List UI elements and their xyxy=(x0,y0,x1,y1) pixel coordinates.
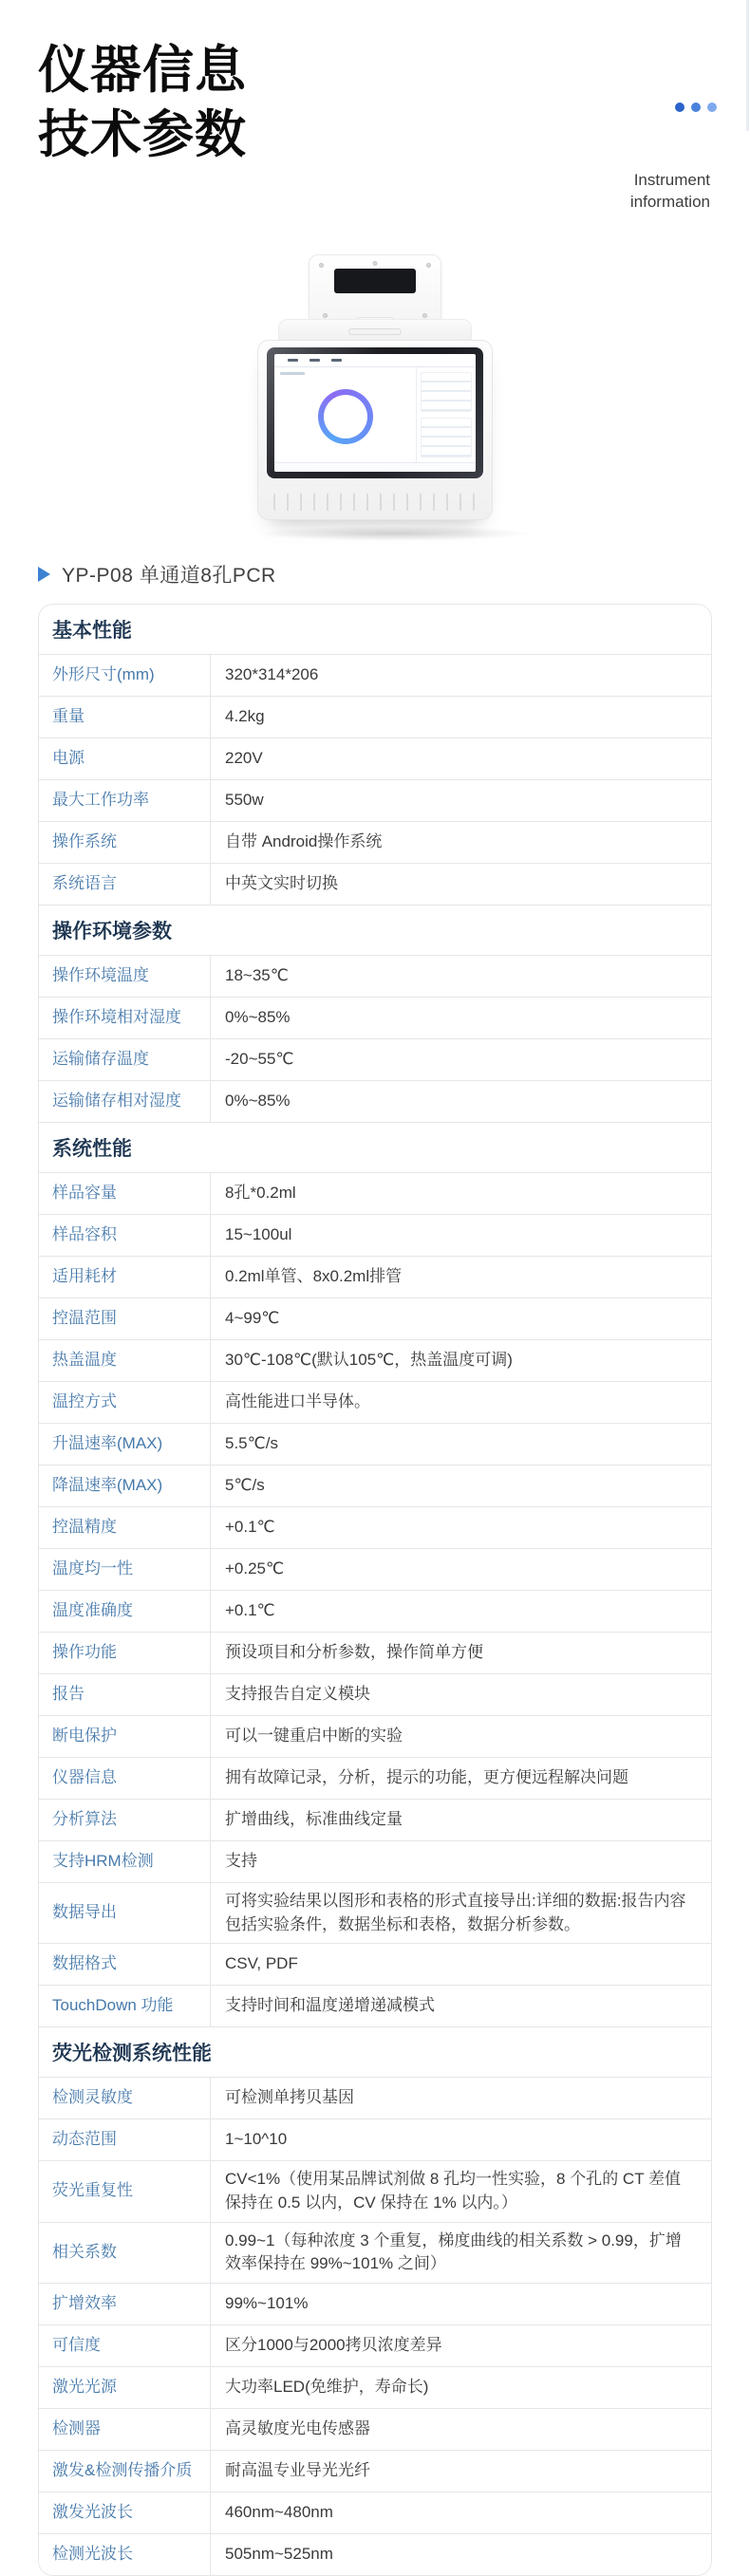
device-screen-progress-ring xyxy=(318,389,373,444)
device-screen-panel xyxy=(421,372,472,412)
page-subtitle-line2: information xyxy=(629,193,710,211)
spec-label: 仪器信息 xyxy=(52,1768,117,1787)
spec-value: CV<1%（使用某品牌试剂做 8 孔均一性实验，8 个孔的 CT 差值保持在 0.5 以内，CV 保持在 1% 以内。） xyxy=(210,2161,711,2221)
spec-row xyxy=(39,696,711,737)
spec-label: 降温速率(MAX) xyxy=(52,1476,163,1495)
page-title xyxy=(38,38,750,167)
spec-label: 数据格式 xyxy=(52,1954,117,1973)
play-triangle-icon xyxy=(38,567,50,582)
spec-label: 报告 xyxy=(52,1685,84,1704)
spec-value: 0.2ml单管、8x0.2ml排管 xyxy=(210,1257,711,1297)
spec-row xyxy=(39,2160,711,2221)
device-lid-window xyxy=(334,269,416,293)
spec-label: 电源 xyxy=(52,749,84,768)
spec-value: 15~100ul xyxy=(210,1215,711,1256)
spec-label: 升温速率(MAX) xyxy=(52,1434,163,1453)
spec-row xyxy=(39,821,711,863)
spec-value: 320*314*206 xyxy=(210,655,711,696)
spec-row xyxy=(39,737,711,779)
spec-label: 支持HRM检测 xyxy=(52,1852,154,1871)
carousel-dot xyxy=(691,103,701,112)
spec-row xyxy=(39,2222,711,2283)
spec-label: 控温范围 xyxy=(52,1309,117,1328)
spec-value: 5.5℃/s xyxy=(210,1424,711,1465)
device-body xyxy=(257,340,493,520)
spec-value: 自带 Android操作系统 xyxy=(210,822,711,863)
spec-row xyxy=(39,1297,711,1339)
spec-label: 运输储存温度 xyxy=(52,1050,149,1069)
spec-value: +0.1℃ xyxy=(210,1507,711,1548)
spec-row xyxy=(39,1381,711,1423)
section-header: 荧光检测系统性能 xyxy=(39,2026,711,2077)
product-title-row xyxy=(38,560,750,588)
screw-icon xyxy=(373,261,378,266)
spec-value: 高性能进口半导体。 xyxy=(210,1382,711,1423)
spec-value: 505nm~525nm xyxy=(210,2534,711,2575)
spec-table xyxy=(38,604,712,2576)
spec-label: 运输储存相对湿度 xyxy=(52,1092,181,1111)
decorative-dots xyxy=(675,103,717,112)
screw-icon xyxy=(426,263,431,268)
spec-label: 激发&检测传播介质 xyxy=(52,2460,193,2479)
spec-label: 热盖温度 xyxy=(52,1351,117,1370)
spec-label: 动态范围 xyxy=(52,2130,117,2149)
product-title: YP-P08 单通道8孔PCR xyxy=(62,565,276,587)
page-subtitle xyxy=(630,169,710,213)
spec-value: 大功率LED(免维护，寿命长) xyxy=(210,2367,711,2408)
page-title-line2: 技术参数 xyxy=(38,106,247,163)
device-screen-tab xyxy=(309,359,320,362)
spec-value: 220V xyxy=(210,738,711,779)
device-screen-panel xyxy=(421,418,472,457)
page-subtitle-line1: Instrument xyxy=(633,171,710,189)
spec-row xyxy=(39,1985,711,2026)
spec-row xyxy=(39,1506,711,1548)
spec-label: 检测光波长 xyxy=(52,2544,133,2563)
section-header: 操作环境参数 xyxy=(39,905,711,955)
spec-label: 重量 xyxy=(52,707,84,726)
spec-row xyxy=(39,2283,711,2324)
device-touchscreen xyxy=(274,354,476,472)
spec-value: 4~99℃ xyxy=(210,1298,711,1339)
device-screen-main xyxy=(274,367,476,462)
spec-label: 荧光重复性 xyxy=(52,2181,133,2200)
spec-value: 支持时间和温度递增递减模式 xyxy=(210,1986,711,2026)
spec-label: 温度准确度 xyxy=(52,1601,133,1620)
spec-row xyxy=(39,1548,711,1590)
spec-value: 中英文实时切换 xyxy=(210,864,711,905)
spec-label: 外形尺寸(mm) xyxy=(52,665,155,684)
spec-row xyxy=(39,1882,711,1943)
device-screen-bezel xyxy=(267,347,483,478)
spec-label: 数据导出 xyxy=(52,1903,117,1922)
spec-label: 操作环境温度 xyxy=(52,966,149,985)
section-header: 系统性能 xyxy=(39,1122,711,1172)
spec-value: 460nm~480nm xyxy=(210,2492,711,2533)
spec-row xyxy=(39,1423,711,1465)
device-hinge-slot xyxy=(348,328,402,335)
carousel-dot xyxy=(675,103,684,112)
spec-row xyxy=(39,1673,711,1715)
spec-value: -20~55℃ xyxy=(210,1039,711,1080)
spec-label: 扩增效率 xyxy=(52,2293,117,2312)
spec-label: 检测灵敏度 xyxy=(52,2088,133,2107)
spec-value: 耐高温专业导光光纤 xyxy=(210,2451,711,2492)
screw-icon xyxy=(422,313,427,318)
spec-row xyxy=(39,1465,711,1506)
spec-row xyxy=(39,1632,711,1673)
device-screen-breadcrumb xyxy=(280,372,305,375)
spec-row xyxy=(39,2492,711,2533)
spec-label: 控温精度 xyxy=(52,1518,117,1537)
page-title-line1: 仪器信息 xyxy=(38,42,247,99)
spec-value: 可将实验结果以图形和表格的形式直接导出:详细的数据:报告内容包括实验条件，数据坐标和表格，数据分析参数。 xyxy=(210,1883,711,1943)
screw-icon xyxy=(323,313,328,318)
spec-label: 激光光源 xyxy=(52,2377,117,2396)
spec-label: 样品容积 xyxy=(52,1225,117,1244)
spec-value: +0.25℃ xyxy=(210,1549,711,1590)
spec-row xyxy=(39,863,711,905)
device-vents xyxy=(273,494,477,511)
spec-label: TouchDown 功能 xyxy=(52,1996,174,2015)
spec-row xyxy=(39,1757,711,1799)
device-screen-left-pane xyxy=(274,367,417,462)
spec-label: 操作功能 xyxy=(52,1643,117,1662)
page-header xyxy=(0,0,750,211)
spec-value: 5℃/s xyxy=(210,1465,711,1506)
spec-value: 区分1000与2000拷贝浓度差异 xyxy=(210,2325,711,2366)
spec-row xyxy=(39,1080,711,1122)
spec-label: 操作环境相对湿度 xyxy=(52,1008,181,1027)
spec-value: 99%~101% xyxy=(210,2284,711,2324)
spec-label: 操作系统 xyxy=(52,832,117,851)
spec-row xyxy=(39,1214,711,1256)
spec-value: 18~35℃ xyxy=(210,956,711,997)
spec-row xyxy=(39,1943,711,1985)
spec-row xyxy=(39,1256,711,1297)
spec-label: 相关系数 xyxy=(52,2242,117,2261)
spec-row xyxy=(39,997,711,1038)
spec-value: 30℃-108℃(默认105℃，热盖温度可调) xyxy=(210,1340,711,1381)
spec-value: 1~10^10 xyxy=(210,2119,711,2160)
spec-row xyxy=(39,2324,711,2366)
spec-value: 4.2kg xyxy=(210,697,711,737)
device-shadow xyxy=(252,526,536,541)
spec-label: 温控方式 xyxy=(52,1392,117,1411)
spec-value: 0.99~1（每种浓度 3 个重复，梯度曲线的相关系数 > 0.99，扩增效率保持在 99%~101% 之间） xyxy=(210,2223,711,2283)
spec-value: 支持 xyxy=(210,1841,711,1882)
spec-row xyxy=(39,2077,711,2119)
spec-value: 可检测单拷贝基因 xyxy=(210,2078,711,2119)
spec-row xyxy=(39,1840,711,1882)
spec-row xyxy=(39,2450,711,2492)
spec-label: 温度均一性 xyxy=(52,1559,133,1578)
spec-value: CSV, PDF xyxy=(210,1944,711,1985)
spec-label: 检测器 xyxy=(52,2418,101,2437)
spec-row xyxy=(39,2366,711,2408)
spec-value: 高灵敏度光电传感器 xyxy=(210,2409,711,2450)
spec-row xyxy=(39,1590,711,1632)
device-screen-tab xyxy=(331,359,342,362)
device-photo xyxy=(252,254,498,541)
spec-value: 可以一键重启中断的实验 xyxy=(210,1716,711,1757)
spec-value: 0%~85% xyxy=(210,998,711,1038)
spec-row xyxy=(39,955,711,997)
spec-value: 扩增曲线，标准曲线定量 xyxy=(210,1800,711,1840)
spec-row xyxy=(39,1172,711,1214)
device-screen-tab xyxy=(288,359,298,362)
spec-label: 分析算法 xyxy=(52,1810,117,1829)
spec-value: 支持报告自定义模块 xyxy=(210,1674,711,1715)
carousel-dot xyxy=(707,103,717,112)
device-screen-tabs xyxy=(274,354,476,367)
device-screen-right-pane xyxy=(417,367,476,462)
spec-row xyxy=(39,2408,711,2450)
spec-value: 0%~85% xyxy=(210,1081,711,1122)
spec-row xyxy=(39,779,711,821)
spec-row xyxy=(39,1715,711,1757)
spec-label: 样品容量 xyxy=(52,1184,117,1203)
spec-label: 断电保护 xyxy=(52,1727,117,1745)
spec-value: 拥有故障记录，分析，提示的功能，更方便远程解决问题 xyxy=(210,1758,711,1799)
device-screen-statusbar xyxy=(274,462,476,472)
spec-value: +0.1℃ xyxy=(210,1591,711,1632)
spec-label: 系统语言 xyxy=(52,874,117,893)
spec-label: 适用耗材 xyxy=(52,1267,117,1286)
spec-row xyxy=(39,2533,711,2575)
device-hinge xyxy=(278,319,472,342)
spec-label: 激发光波长 xyxy=(52,2502,133,2521)
spec-label: 最大工作功率 xyxy=(52,791,149,810)
spec-row xyxy=(39,1799,711,1840)
spec-row xyxy=(39,1038,711,1080)
spec-value: 550w xyxy=(210,780,711,821)
spec-value: 预设项目和分析参数，操作简单方便 xyxy=(210,1633,711,1673)
spec-row xyxy=(39,1339,711,1381)
spec-row xyxy=(39,2119,711,2160)
spec-value: 8孔*0.2ml xyxy=(210,1173,711,1214)
screw-icon xyxy=(319,263,324,268)
device-lid xyxy=(309,254,441,327)
spec-label: 可信度 xyxy=(52,2335,101,2354)
section-header: 基本性能 xyxy=(39,605,711,654)
spec-row xyxy=(39,654,711,696)
